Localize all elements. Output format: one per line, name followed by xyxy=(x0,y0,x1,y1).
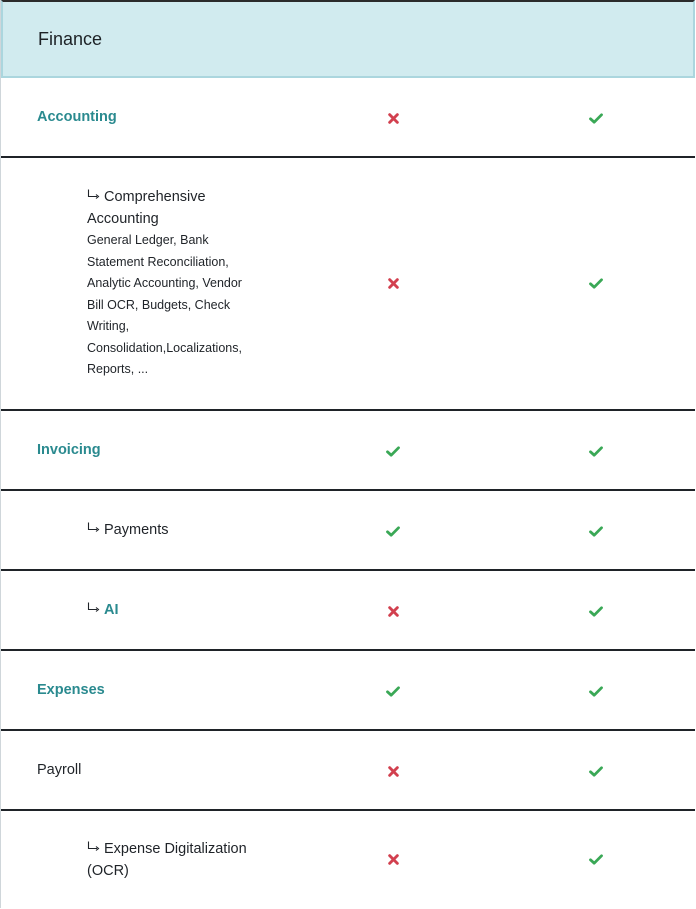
category-label[interactable]: Accounting xyxy=(37,109,117,125)
table-row-ai xyxy=(1,571,695,651)
feature-label: Expense Digitalization (OCR) xyxy=(87,840,247,879)
cross-icon xyxy=(386,604,400,618)
sub-arrow-icon xyxy=(87,841,100,853)
table-row-accounting xyxy=(1,78,695,158)
table-row-comprehensive-accounting xyxy=(1,158,695,411)
feature-label: Payroll xyxy=(37,762,82,778)
sub-arrow-icon xyxy=(87,189,100,201)
check-icon xyxy=(589,276,603,290)
cross-icon xyxy=(386,276,400,290)
cross-icon xyxy=(386,852,400,866)
table-row-expenses xyxy=(1,651,695,731)
check-icon xyxy=(589,444,603,458)
feature-label: Payments xyxy=(104,522,169,538)
cross-icon xyxy=(386,111,400,125)
feature-label: Comprehensive Accounting xyxy=(87,189,206,228)
check-icon xyxy=(386,444,400,458)
check-icon xyxy=(589,684,603,698)
check-icon xyxy=(589,852,603,866)
check-icon xyxy=(589,604,603,618)
sub-arrow-icon xyxy=(87,602,100,614)
table-row-invoicing xyxy=(1,411,695,491)
table-row-expense-digitalization xyxy=(1,811,695,908)
category-label[interactable]: Invoicing xyxy=(37,442,101,458)
section-title: Finance xyxy=(38,28,103,49)
check-icon xyxy=(589,111,603,125)
check-icon xyxy=(386,524,400,538)
check-icon xyxy=(589,764,603,778)
table-row-payments xyxy=(1,491,695,571)
table-row-payroll xyxy=(1,731,695,811)
section-header xyxy=(1,0,695,78)
sub-arrow-icon xyxy=(87,522,100,534)
check-icon xyxy=(589,524,603,538)
feature-label-ai[interactable]: AI xyxy=(104,602,119,618)
check-icon xyxy=(386,684,400,698)
category-label[interactable]: Expenses xyxy=(37,682,105,698)
feature-description: General Ledger, Bank Statement Reconciliation, Analytic Accounting, Vendor Bill OCR, Budgets, Check Writing, Consolidation,Localizations, Reports, ... xyxy=(87,233,242,377)
cross-icon xyxy=(386,764,400,778)
